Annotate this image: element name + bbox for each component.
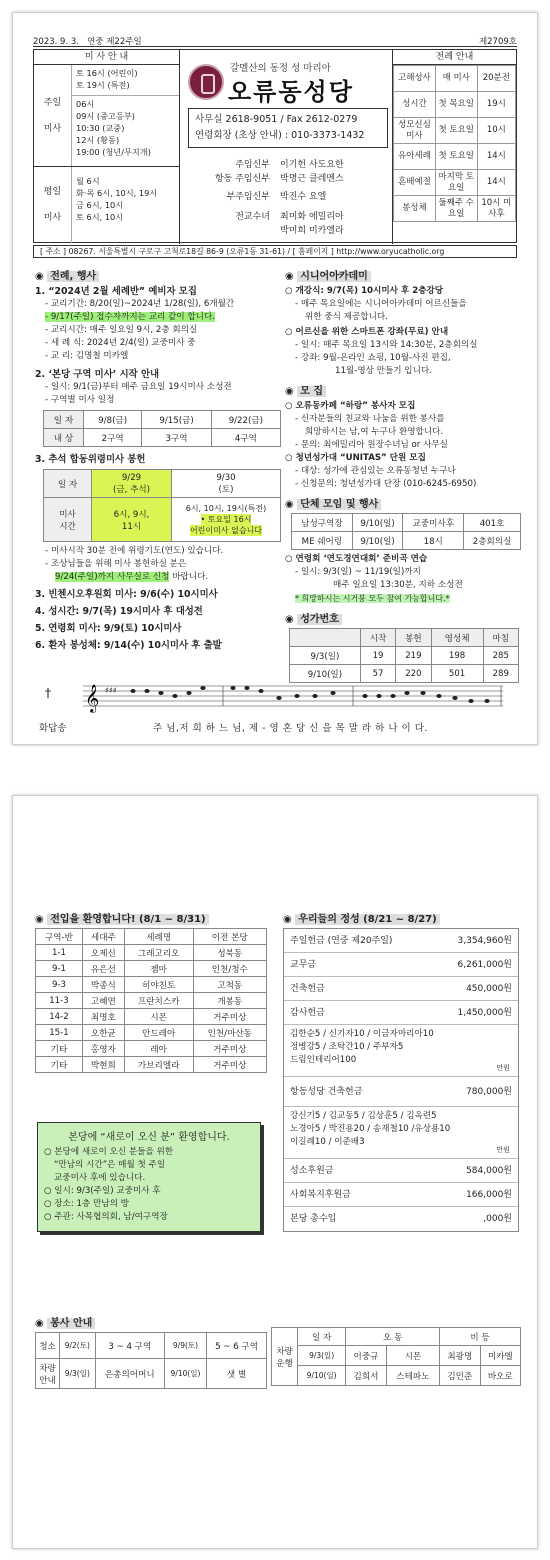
table-row: 성시간 첫 목요일 19시 <box>394 92 516 118</box>
offering-row: 항동성당 건축헌금 780,000원 <box>284 1077 518 1107</box>
table-row: 구역-반 세대주 세례명 이전 본당 <box>36 929 267 945</box>
parish-logo <box>188 64 224 100</box>
table-row: 성모신심 미사 첫 토요일 10시 <box>394 118 516 144</box>
section-heading: ◉ 봉사 안내 <box>35 1314 267 1329</box>
liturgy-events: ◉ 전례, 행사 1. “2024년 2월 세례반” 예비자 모집 - 교리기간: 8/20(일)~2024년 1/28(일), 6개월간 - 9/17(주일) 접수자까지는 교리 같이 합니다. - 교리시간: 매주 일요일 9시, 2층 회의실 - 세 례 식: 2024년 2/4(일) 교중미사 중 - 교 리: 김명철 미카엘 2. ‘본당 구역 미사’ 시작 안내 - 일시: 9/1(금)부터 매주 금요일 19시미사 소성전 - 구역별 미사 일정 일 자 9/8(금) 9/15(금) 9/22(금) 내 상 2구역 3구역 4구역 3. 추석 합동위령미사 봉헌 일 자 9/29 (금, 추석) 9/30 (토) 미사 시간 6시, 9시, 11시 6시, 10시, 19시(특전) • 토요일 16시어린이미사 없습니다 - 미사시작 30분 전에 위령기도(연도) 있습니다. - 조상님들을 위해 미사 봉헌하실 분은 9/24(주일)까지 사무실로 신청 바랍니다. 3. 빈첸시오후원회 미사: 9/6(수) 10시미사 4. 성시간: 9/7(목) 19시미사 후 대성전 5. 연령회 미사: 9/9(토) 10시미사 6. 환자 봉성체: 9/14(수) 10시미사 후 출발 <box>35 265 281 652</box>
psalm-music <box>39 678 507 738</box>
rites-table <box>393 65 516 222</box>
mass-title: 미 사 안 내 <box>34 50 179 65</box>
offerings-box <box>283 928 519 1232</box>
hymn-table <box>289 628 519 683</box>
bulletin-page-2 <box>12 795 538 1549</box>
section-heading: ◉ 전입을 환영합니다! (8/1 ~ 8/31) <box>35 910 267 925</box>
parish-title: 오류동성당 <box>228 78 354 106</box>
offering-row: 주일헌금 (연중 제20주일) 3,354,960원 <box>284 929 518 953</box>
table-row: 내 상 2구역 3구역 4구역 <box>44 429 281 447</box>
table-row: 혼배예절 마지막 토요일 14시 <box>394 170 516 196</box>
table-row: 1-1 오제신 그레고리오 성북동 <box>36 945 267 961</box>
table-row: 9/10(일) 57 220 501 289 <box>290 665 519 683</box>
offering-row: 성소후원금 584,000원 <box>284 1159 518 1183</box>
rites-guide <box>392 50 516 244</box>
table-row: 남성구역장 9/10(일) 교중미사후 401호 <box>292 514 521 532</box>
table-row: 9-3 박종식 히야친토 고척동 <box>36 977 267 993</box>
welcome-table <box>35 928 267 1073</box>
address-bar: [ 주소 ] 08267. 서울특별시 구로구 고척로18길 86-9 (오류1동 31-61) / [ 홈페이지 ] http://www.oryucatholic.org <box>33 245 517 258</box>
memorial-mass-table <box>43 469 281 542</box>
group-meeting-table <box>291 513 521 550</box>
psalm-lyrics: 주 님,저 희 하 느 님, 제 - 영 혼 당 신 을 목 말 라 하 나 이 다. <box>153 723 428 734</box>
table-row: 기타 홍영자 레아 거주미상 <box>36 1041 267 1057</box>
svg-text:♯♯♯: ♯♯♯ <box>105 686 117 695</box>
table-row: 일 자 9/8(금) 9/15(금) 9/22(금) <box>44 411 281 429</box>
table-row: 청소 9/2(토) 3 ~ 4 구역 9/9(토) 5 ~ 6 구역 <box>36 1333 267 1359</box>
music-staff-icon <box>83 678 503 714</box>
table-row: 차량 안내 9/3(일) 은총의어머니 9/10(일) 샛 별 <box>36 1359 267 1389</box>
offerings-section <box>283 908 519 1232</box>
volunteer-table <box>35 1332 267 1389</box>
bulletin-header <box>33 35 517 47</box>
masthead <box>33 49 517 243</box>
highlight: - 9/17(주일) 접수자까지는 교리 같이 합니다. <box>45 312 216 322</box>
table-row: 차량 운행 일 자 오 동 비 등 <box>272 1328 521 1346</box>
driving-section <box>271 1327 521 1386</box>
cross-icon: † <box>45 686 51 700</box>
section-heading: ◉ 우리들의 정성 (8/21 ~ 8/27) <box>283 910 519 925</box>
psalm-label: 화답송 <box>39 723 67 734</box>
table-row: 일 자 9/29 (금, 추석) 9/30 (토) <box>44 470 281 498</box>
section-heading: ◉ 모 집 <box>285 382 523 397</box>
svg-text:𝄞: 𝄞 <box>85 684 100 712</box>
section-heading: ◉ 단체 모임 및 행사 <box>285 495 523 510</box>
offering-row: 본당 총수입 ,000원 <box>290 1214 512 1224</box>
volunteer-section <box>35 1312 267 1389</box>
table-row: 미사 시간 6시, 9시, 11시 6시, 10시, 19시(특전) • 토요일 16시어린이미사 없습니다 <box>44 498 281 542</box>
issue-number: 제2709호 <box>478 37 517 47</box>
offering-row: 사회복지후원금 166,000원 <box>284 1183 518 1207</box>
table-row: 고해성사 매 미사 20분전 <box>394 66 516 92</box>
section-heading: ◉ 시니어아카데미 <box>285 267 523 282</box>
driving-table <box>271 1327 521 1386</box>
offering-row: 건축헌금 450,000원 <box>284 977 518 1001</box>
thanks-names: 김한순5 / 신기자10 / 이금자마리아10 정병강5 / 조탁간10 / 주부자5 드림인테리어100 만원 <box>284 1025 518 1077</box>
table-row: ME 쉐어링 9/10(일) 18시 2층회의실 <box>292 532 521 550</box>
offering-row: 감사헌금 1,450,000원 <box>284 1001 518 1025</box>
newcomer-notice: 본당에 “새로이 오신 분” 환영합니다. ○ 본당에 새로이 오신 분들을 위한 “만남의 시간”은 매월 첫 주일 교중미사 후에 있습니다. ○ 일시: 9/3(주일) 교중미사 후 ○ 장소: 1층 만남의 방 ○ 주관: 사목협의회, 남/여구역장 <box>37 1122 261 1232</box>
clergy-list: 주임신부 이기헌 사도요한 항동 주임신부 박명근 클레멘스 부주임신부 박진수 요엘 전교수녀 최미화 에밀리아 박미희 미카엘라 <box>214 160 344 236</box>
table-row: 9-1 유은선 젬마 인천/청수 <box>36 961 267 977</box>
mass-schedule: 미 사 안 내 주일 미사 토 16시 (어린이) 토 19시 (특전) 06시 09시 (중고등부) 10:30 (교중) 12시 (황동) 19:00 (청년/무지개) 평일 미사 월 6시 화·목 6시, 10시, 19시 금 6시, 10시 토 6시, 10시 <box>34 50 180 244</box>
office-contact: 사무실 2618-9051 / Fax 2612-0279 연령회장 (초상 안내) : 010-3373-1432 <box>188 108 388 148</box>
district-mass-table <box>43 410 281 447</box>
table-row: 시작 봉헌 영성체 마침 <box>290 629 519 647</box>
table-row: 유아세례 첫 토요일 14시 <box>394 144 516 170</box>
notices-right: ◉ 시니어아카데미 ○ 개강식: 9/7(목) 10시미사 후 2층강당 - 매주 목요일에는 시니어아카데미 어르신들을 위한 중식 제공합니다. ○ 어르신을 위한 스마트폰 강좌(무료) 안내 - 일시: 매주 목요일 13시와 14:30분, 2층회의실 - 강좌: 9월-온라인 쇼핑, 10월-사진 편집, 11월-영상 만들기 입니다. ◉ 모 집 ○ 오류동카페 “하랑” 봉사자 모집 - 신자분들의 친교와 나눔을 위한 봉사를 희망하시는 남,여 누구나 환영합니다. - 문의: 최에밀리아 원장수녀님 or 사무실 ○ 청년성가대 “UNITAS” 단원 모집 - 대상: 성가에 관심있는 오류동청년 누구나 - 신청문의: 청년성가대 단장 (010-6245-6950) ◉ 단체 모임 및 행사 남성구역장 9/10(일) 교중미사후 401호 ME 쉐어링 9/10(일) 18시 2층회의실 ○ 연령회 ‘연도경연대회’ 준비곡 연습 - 일시: 9/3(일) ~ 11/19(일)까지 매주 일요일 13:30분, 지하 소성전 * 희망하시는 시거붕 모두 참여 가능합니다.* ◉ 성가번호 시작 봉헌 영성체 마침 9/3(일) 19 219 198 285 9/10(일) 57 220 501 289 <box>285 265 523 683</box>
table-row: 14-2 최명호 시몬 거주미상 <box>36 1009 267 1025</box>
table-row: 9/10(일) 김희서 스테파노 김민준 바오로 <box>272 1366 521 1386</box>
table-row: 9/3(일) 이중규 시몬 최광명 미카엘 <box>272 1346 521 1366</box>
parish-info <box>180 50 392 244</box>
table-row: 기타 박현희 가브리엘라 거주미상 <box>36 1057 267 1073</box>
table-row: 9/3(일) 19 219 198 285 <box>290 647 519 665</box>
bulletin-page-1 <box>12 12 538 745</box>
notice-title: 본당에 “새로이 오신 분” 환영합니다. <box>68 1132 230 1143</box>
welcome-section <box>35 908 267 1073</box>
rites-title: 전례 안내 <box>393 50 516 65</box>
section-heading: ◉ 전례, 행사 <box>35 267 281 282</box>
table-row: 봉성체 둘째주 수요일 10시 미사후 <box>394 196 516 222</box>
section-heading: ◉ 성가번호 <box>285 610 523 625</box>
building-names: 강신기5 / 김교동5 / 김상훈5 / 김옥련5 노경아5 / 박진용20 / 송재철10 /유상용10 이길례10 / 이준배3 만원 <box>284 1107 518 1159</box>
table-row: 15-1 오한균 안드레아 인천/마산동 <box>36 1025 267 1041</box>
date: 2023. 9. 3. 연중 제22주일 <box>33 37 142 47</box>
parish-subtitle: 갈멜산의 동정 성 마리아 <box>230 63 331 74</box>
table-row: 11-3 고혜연 프란치스카 개봉동 <box>36 993 267 1009</box>
offering-row: 교무금 6,261,000원 <box>284 953 518 977</box>
